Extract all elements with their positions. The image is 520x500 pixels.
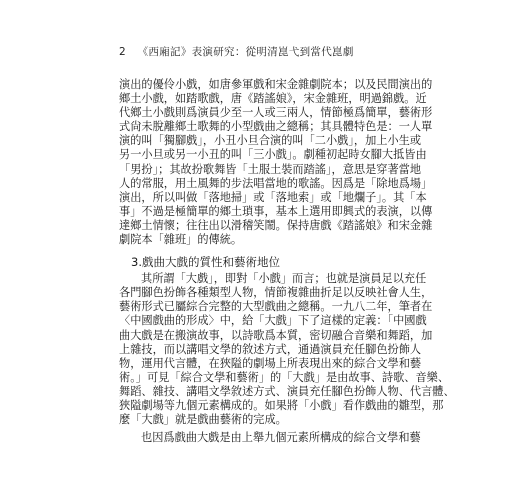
text-line: 上雜技，而以講唱文學的敘述方式，通過演員充任腳色扮飾人 xyxy=(119,342,422,356)
text-line: 代鄉土小戲則爲演員少至一人或三兩人，情節極爲簡單，藝術形 xyxy=(119,106,433,120)
text-line: 「男扮」；其故扮歌舞皆「土服土裝而踏謠」，意思是穿著當地 xyxy=(119,162,422,176)
text-line: 演出的優伶小戲，如唐參軍戲和宋金雜劇院本；以及民間演出的 xyxy=(119,78,433,91)
text-line: 事」不過是極簡單的鄉土瑣事，基本上選用即興式的表演，以傳 xyxy=(119,204,433,218)
text-line: 麼「大戲」就是戲曲藝術的完成。 xyxy=(119,413,287,427)
text-line: 演的叫「獨腳戲」，小丑小旦合演的叫「二小戲」，加上小生或 xyxy=(119,134,422,148)
text-line: 劇院本「雜班」的傳統。 xyxy=(119,233,243,247)
text-line: 各門腳色扮飾各種類型人物，情節複雜曲折足以反映社會人生， xyxy=(119,286,433,300)
text-line: 鄉土小戲，如踏歌戲，唐《踏謠娘》，宋金雜班，明過錦戲。近 xyxy=(119,92,427,106)
text-line: 術。」可見「綜合文學和藝術」的「大戲」是由故事、詩歌、音樂、 xyxy=(119,370,450,384)
text-line: 演出，所以叫做「落地掃」或「落地索」或「地爛子」。其「本 xyxy=(119,190,427,204)
page-number: 2 xyxy=(119,46,126,58)
running-header xyxy=(119,44,354,59)
paragraph-1 xyxy=(119,78,433,247)
text-line: 也因爲戲曲大戲是由上舉九個元素所構成的綜合文學和藝 xyxy=(141,431,421,445)
page-body xyxy=(119,78,455,445)
text-line: 人的常服，用土風舞的步法唱當地的歌謠。因爲是「除地爲場」 xyxy=(119,176,433,190)
text-line: 〈中國戲曲的形成〉中，給「大戲」下了這樣的定義：「中國戲 xyxy=(119,314,427,328)
text-line: 狹隘劇場等九個元素構成的。如果將「小戲」看作戲曲的雛型，那 xyxy=(119,398,444,412)
text-line: 曲大戲是在搬演故事，以詩歌爲本質，密切融合音樂和舞蹈，加 xyxy=(119,328,433,342)
text-line: 達鄉土情懷；往往出以滑稽笑鬧。保持唐戲《踏謠娘》和宋金雜 xyxy=(119,218,433,232)
paragraph-2 xyxy=(119,272,455,427)
text-line: 藝術形式已屬綜合完整的大型戲曲之總稱。一九八二年，筆者在 xyxy=(119,300,433,314)
running-title: 《西廂記》表演研究：從明清崑弋到當代崑劇 xyxy=(137,46,354,58)
section-heading: 3.戲曲大戲的質性和藝術地位 xyxy=(131,255,280,270)
text-line: 其所謂「大戲」，即對「小戲」而言；也就是演員足以充任 xyxy=(141,272,427,286)
text-line: 物，運用代言體，在狹隘的劇場上所表現出來的綜合文學和藝 xyxy=(119,356,422,370)
text-line: 舞蹈、雜技、講唱文學敘述方式、演員充任腳色扮飾人物、代言體、 xyxy=(119,384,455,398)
text-line: 另一小旦或另一小丑的叫「三小戲」。劇種初起時女腳大抵皆由 xyxy=(119,148,427,162)
text-line: 式尙未脫離鄉土歌舞的小型戲曲之總稱；其具體特色是：一人單 xyxy=(119,120,433,134)
paragraph-3 xyxy=(119,431,421,445)
